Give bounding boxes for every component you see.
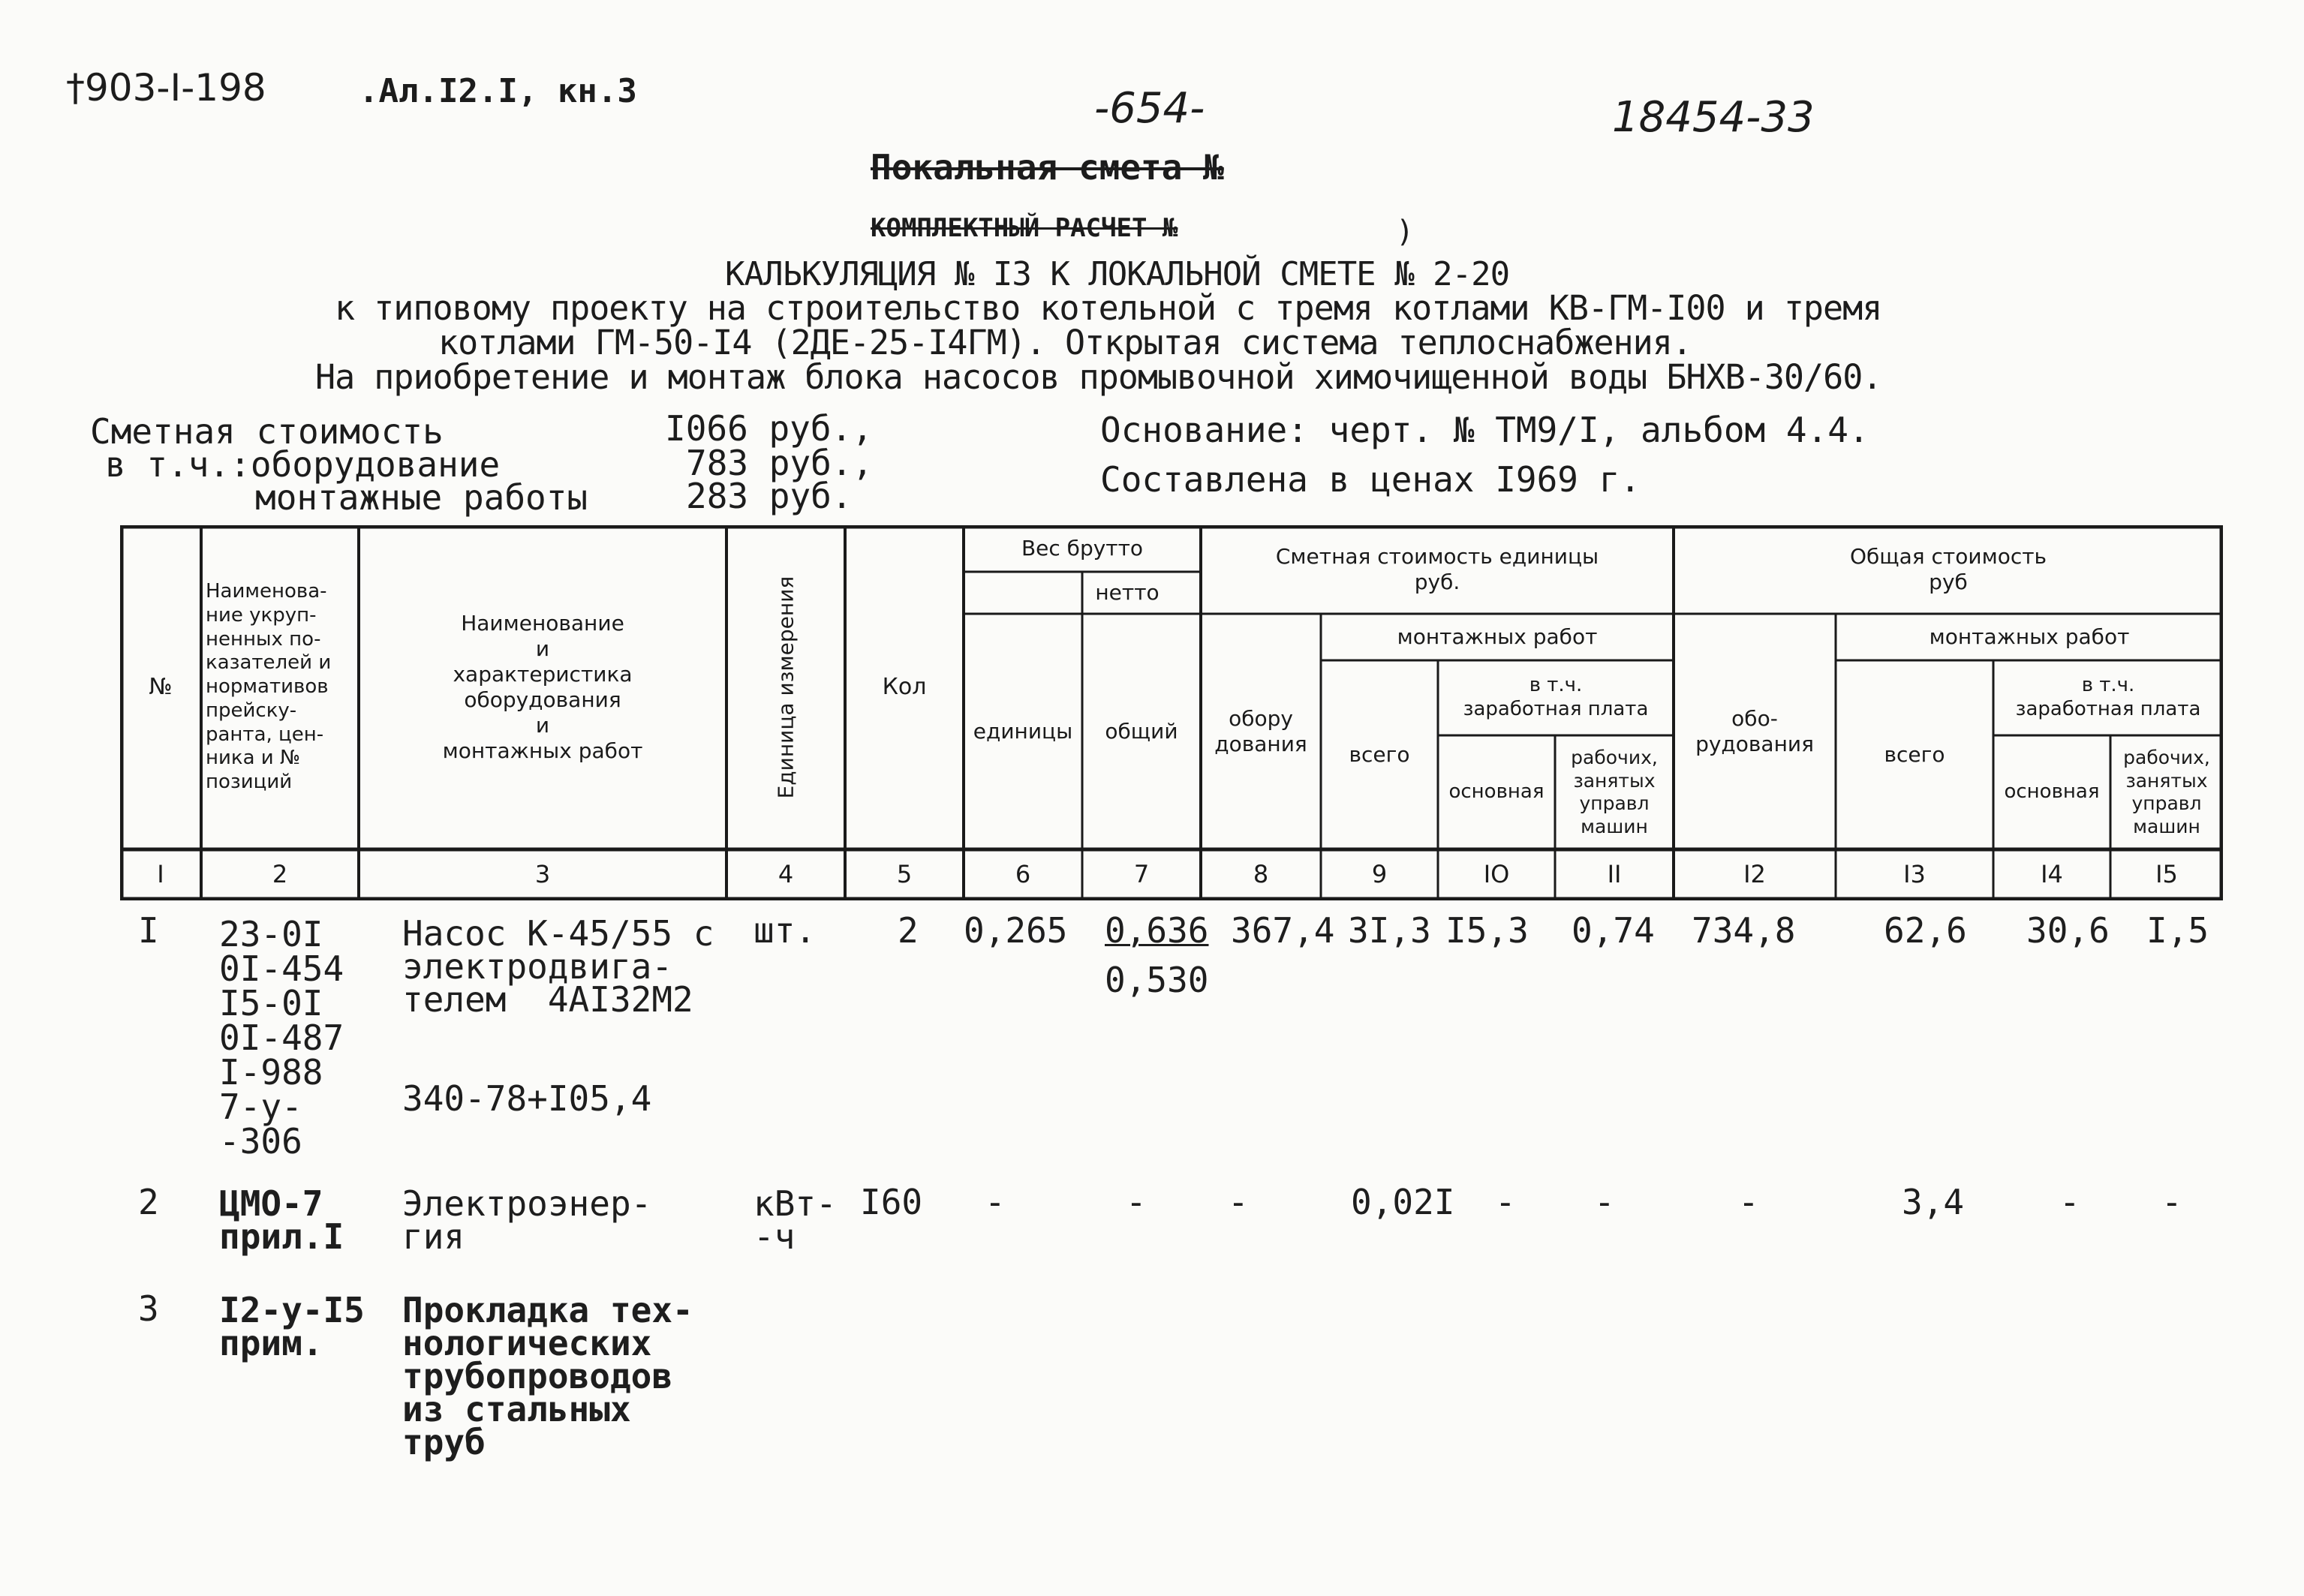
header-indicator: Наименова- ние укруп- ненных по- казателей и нормативов прейску- ранта, цен- ника и № позиций xyxy=(206,580,332,794)
column-number: 4 xyxy=(778,860,794,889)
row-number: 3 xyxy=(138,1288,159,1329)
estimated-cost-label: Сметная стоимость xyxy=(90,411,444,452)
row-unit-wage-machine: 0,74 xyxy=(1572,910,1655,951)
column-number: IO xyxy=(1483,860,1510,889)
including-equipment-label: в т.ч.:оборудование xyxy=(105,444,501,485)
row-unit-equipment: - xyxy=(1228,1182,1249,1222)
column-number: 9 xyxy=(1371,860,1388,889)
header-weight-unit: единицы xyxy=(973,718,1073,744)
basis-reference: Основание: черт. № ТМ9/I, альбом 4.4. xyxy=(1100,410,1869,450)
row-unit-install-total: 0,02I xyxy=(1351,1182,1455,1222)
row-name: Прокладка тех- нологических трубопроводов из стальных труб xyxy=(402,1290,693,1462)
row-weight-unit: - xyxy=(985,1182,1006,1222)
page-number: -654- xyxy=(1094,84,1205,133)
header-total-wage: в т.ч. заработная плата xyxy=(2015,674,2201,720)
column-number: 2 xyxy=(272,860,288,889)
header-unit-wage-machine: рабочих, занятых управл машин xyxy=(1571,747,1658,837)
header-total-equipment: обо- рудования xyxy=(1695,705,1814,756)
row-weight-total: 0,636 xyxy=(1105,910,1209,951)
estimate-table-header xyxy=(120,525,2223,900)
description-line-2: котлами ГМ-50-I4 (2ДЕ-25-I4ГМ). Открытая система теплоснабжения. xyxy=(438,323,1692,362)
equipment-cost-value: 783 руб., xyxy=(686,443,874,483)
header-unit-text: Единица измерения xyxy=(772,576,798,799)
header-unit-cost: Сметная стоимость единицы руб. xyxy=(1275,543,1599,594)
header-qty: Кол xyxy=(882,673,927,700)
row-total-equipment: - xyxy=(1738,1182,1759,1222)
description-line-1: к типовому проекту на строительство котельной с тремя котлами КВ-ГМ-I00 и тремя xyxy=(335,288,1882,328)
header-total-install-total: всего xyxy=(1884,741,1945,767)
header-total-wage-machine: рабочих, занятых управл машин xyxy=(2123,747,2210,837)
header-total-cost: Общая стоимость руб xyxy=(1849,543,2047,594)
calculation-title: КАЛЬКУЛЯЦИЯ № I3 К ЛОКАЛЬНОЙ СМЕТЕ № 2-20 xyxy=(725,255,1510,293)
row-unit-wage-machine: - xyxy=(1594,1182,1615,1222)
header-total-wage-basic: основная xyxy=(2004,780,2100,804)
row-qty: 2 xyxy=(898,910,919,951)
row-number: 2 xyxy=(138,1182,159,1222)
row-unit: шт. xyxy=(753,910,817,951)
column-number: 8 xyxy=(1253,860,1269,889)
header-unit-install-total: всего xyxy=(1349,741,1410,767)
installation-cost-value: 283 руб. xyxy=(686,476,853,516)
estimated-cost-value: I066 руб., xyxy=(665,408,873,449)
row-qty: I60 xyxy=(860,1182,923,1222)
row-unit: кВт- -ч xyxy=(753,1183,837,1257)
column-number: I2 xyxy=(1743,860,1766,889)
row-unit-install-total: 3I,3 xyxy=(1348,910,1431,951)
column-number: II xyxy=(1607,860,1622,889)
header-weight-net: нетто xyxy=(1095,579,1160,605)
struck-subtitle: КОМПЛЕКТНЫЙ РАСЧЕТ № xyxy=(871,213,1178,243)
document-code: †903-I-198 xyxy=(66,66,266,110)
column-number: 7 xyxy=(1133,860,1150,889)
struck-subtitle-bracket: ) xyxy=(1396,215,1415,249)
header-unit xyxy=(726,525,845,849)
header-unit-install: монтажных работ xyxy=(1397,624,1598,649)
header-unit-wage: в т.ч. заработная плата xyxy=(1463,674,1649,720)
column-number: I4 xyxy=(2041,860,2063,889)
row-total-wage-machine: I,5 xyxy=(2146,910,2209,951)
header-name: Наименование и характеристика оборудования и монтажных работ xyxy=(442,610,643,764)
row-code: ЦМО-7 прил.I xyxy=(219,1183,344,1257)
header-no: № xyxy=(149,673,173,700)
inventory-number: 18454-33 xyxy=(1612,93,1815,142)
installation-label: монтажные работы xyxy=(255,477,588,518)
row-unit-wage-basic: I5,3 xyxy=(1445,910,1529,951)
column-number: I xyxy=(157,860,164,889)
row-weight-total: - xyxy=(1126,1182,1147,1222)
column-number: 5 xyxy=(896,860,913,889)
row-code: 23-0I 0I-454 I5-0I 0I-487 I-988 7-у- -306 xyxy=(219,914,344,1162)
row-name: Насос К-45/55 с электродвига- телем 4АI32М2 340-78+I05,4 xyxy=(402,913,714,1119)
row-total-wage-machine: - xyxy=(2161,1182,2182,1222)
row-name: Электроэнер- гия xyxy=(402,1183,652,1257)
row-total-wage-basic: - xyxy=(2059,1182,2080,1222)
column-number: 3 xyxy=(534,860,551,889)
column-number: I3 xyxy=(1903,860,1926,889)
row-total-wage-basic: 30,6 xyxy=(2026,910,2110,951)
header-unit-equipment: обору дования xyxy=(1214,705,1307,756)
row-unit-wage-basic: - xyxy=(1495,1182,1516,1222)
row-number: I xyxy=(138,910,159,951)
column-number: I5 xyxy=(2155,860,2178,889)
row-weight-unit: 0,265 xyxy=(964,910,1068,951)
row-total-install-total: 62,6 xyxy=(1884,910,1967,951)
price-level: Составлена в ценах I969 г. xyxy=(1100,459,1641,500)
description-line-3: На приобретение и монтаж блока насосов промывочной химочищенной воды БНХВ-30/60. xyxy=(315,357,1882,397)
album-reference: .Ал.I2.I, кн.3 xyxy=(359,72,637,110)
header-weight-total: общий xyxy=(1105,718,1178,744)
row-unit-equipment: 367,4 xyxy=(1231,910,1335,951)
row-weight-total-net: 0,530 xyxy=(1105,960,1209,1000)
row-total-install-total: 3,4 xyxy=(1902,1182,1965,1222)
row-total-equipment: 734,8 xyxy=(1692,910,1796,951)
struck-title: Покальная смета № xyxy=(871,147,1224,188)
column-number: 6 xyxy=(1015,860,1031,889)
header-total-install: монтажных работ xyxy=(1929,624,2130,649)
header-unit-wage-basic: основная xyxy=(1448,780,1545,804)
row-code: I2-у-I5 прим. xyxy=(219,1290,365,1363)
header-weight-gross: Вес брутто xyxy=(1021,535,1144,561)
